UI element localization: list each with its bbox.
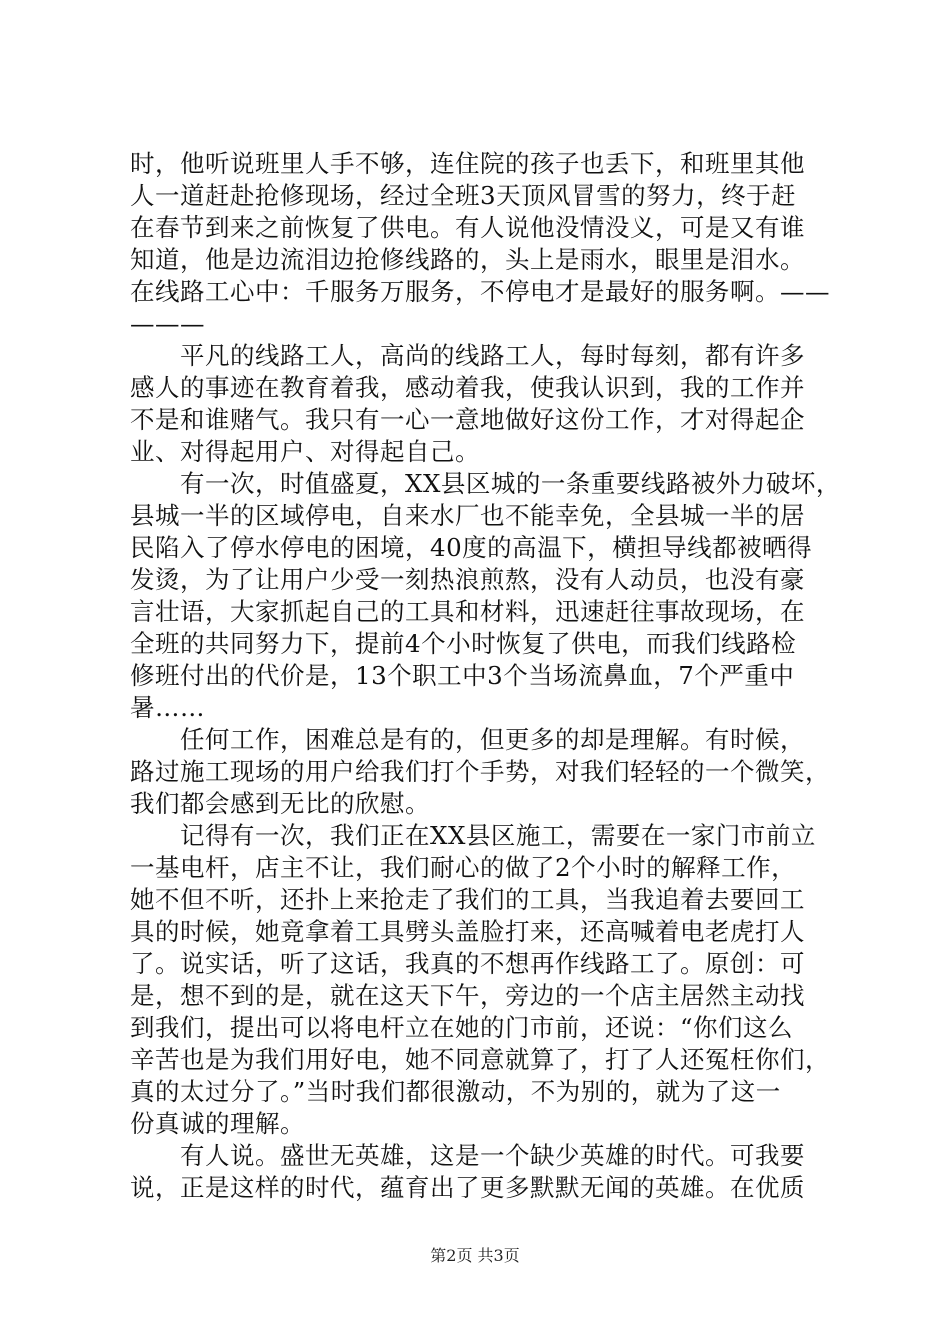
text-line: 在线路工心中：千服务万服务，不停电才是最好的服务啊。—— [130, 277, 830, 306]
text-line: 业、对得起用户、对得起自己。 [130, 437, 480, 466]
text-line: 辛苦也是为我们用好电，她不同意就算了，打了人还冤枉你们， [130, 1045, 830, 1074]
text-line: 民陷入了停水停电的困境，40度的高温下，横担导线都被晒得 [130, 533, 813, 562]
text-line: 记得有一次，我们正在XX县区施工，需要在一家门市前立 [180, 821, 816, 850]
text-line: 份真诚的理解。 [130, 1109, 305, 1138]
text-line: 到我们，提出可以将电杆立在她的门市前，还说：“你们这么 [130, 1013, 794, 1042]
text-line: 一基电杆，店主不让，我们耐心的做了2个小时的解释工作， [130, 853, 797, 882]
text-line: 县城一半的区域停电，自来水厂也不能幸免，全县城一半的居 [130, 501, 805, 530]
text-line: 任何工作，困难总是有的，但更多的却是理解。有时候， [180, 725, 805, 754]
text-line: 路过施工现场的用户给我们打个手势，对我们轻轻的一个微笑， [130, 757, 830, 786]
text-line: 有人说。盛世无英雄，这是一个缺少英雄的时代。可我要 [180, 1141, 805, 1170]
text-line: 感人的事迹在教育着我，感动着我，使我认识到，我的工作并 [130, 373, 805, 402]
text-line: 发烫，为了让用户少受一刻热浪煎熬，没有人动员，也没有豪 [130, 565, 805, 594]
page-number-footer: 第2页 共3页 [430, 1246, 520, 1265]
text-line: 了。说实话，听了这话，我真的不想再作线路工了。原创：可 [130, 949, 805, 978]
text-line: 我们都会感到无比的欣慰。 [130, 789, 430, 818]
text-line: 真的太过分了。”当时我们都很激动，不为别的，就为了这一 [130, 1077, 781, 1106]
text-line: 说，正是这样的时代，蕴育出了更多默默无闻的英雄。在优质 [130, 1173, 805, 1202]
text-line: 具的时候，她竟拿着工具劈头盖脸打来，还高喊着电老虎打人 [130, 917, 805, 946]
text-line: 她不但不听，还扑上来抢走了我们的工具，当我追着去要回工 [130, 885, 805, 914]
text-line: ——— [130, 309, 205, 338]
text-line: 平凡的线路工人，高尚的线路工人，每时每刻，都有许多 [180, 341, 805, 370]
text-line: 是，想不到的是，就在这天下午，旁边的一个店主居然主动找 [130, 981, 805, 1010]
text-line: 有一次，时值盛夏，XX县区城的一条重要线路被外力破坏， [180, 469, 841, 498]
text-line: 不是和谁赌气。我只有一心一意地做好这份工作，才对得起企 [130, 405, 805, 434]
text-line: 在春节到来之前恢复了供电。有人说他没情没义，可是又有谁 [130, 213, 805, 242]
text-line: 修班付出的代价是，13个职工中3个当场流鼻血，7个严重中 [130, 661, 795, 690]
text-line: 时，他听说班里人手不够，连住院的孩子也丢下，和班里其他 [130, 149, 805, 178]
text-line: 知道，他是边流泪边抢修线路的，头上是雨水，眼里是泪水。 [130, 245, 805, 274]
text-line: 暑…… [130, 693, 205, 722]
text-line: 言壮语，大家抓起自己的工具和材料，迅速赶往事故现场，在 [130, 597, 805, 626]
text-line: 全班的共同努力下，提前4个小时恢复了供电，而我们线路检 [130, 629, 797, 658]
text-line: 人一道赶赴抢修现场，经过全班3天顶风冒雪的努力，终于赶 [130, 181, 797, 210]
document-body [130, 148, 841, 1204]
